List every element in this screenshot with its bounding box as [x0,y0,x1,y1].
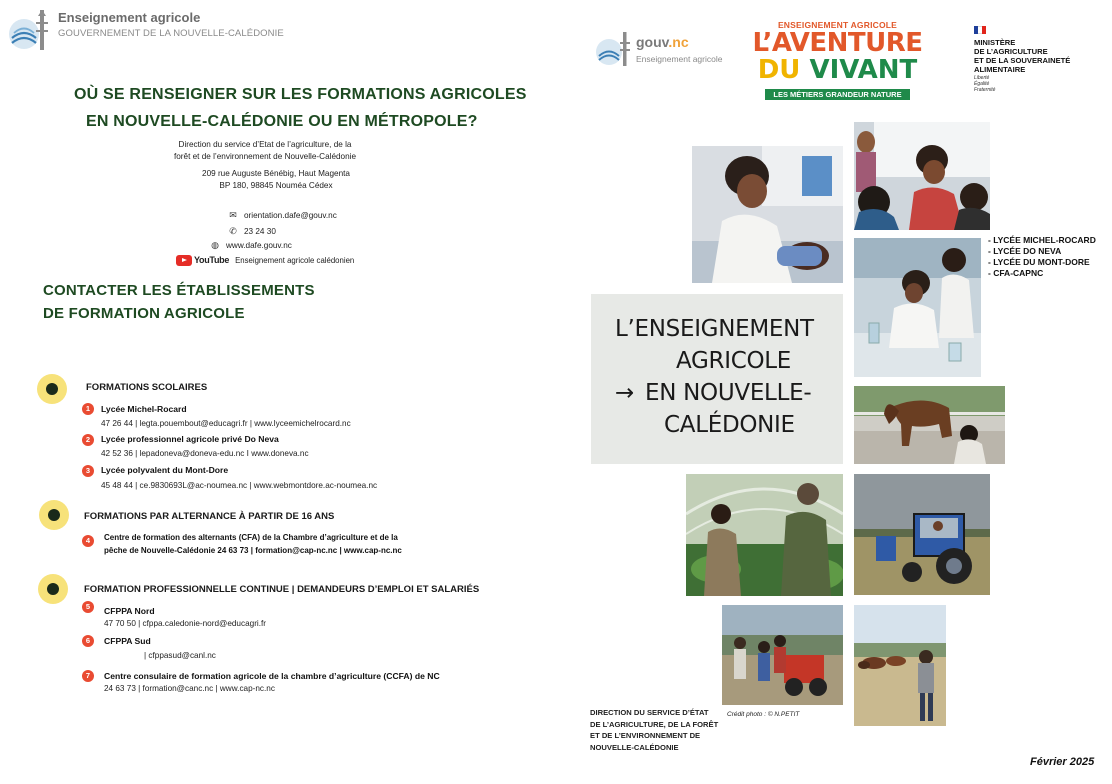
panel-line1: L’ENSEIGNEMENT [615,316,814,342]
photo-childcare [692,146,843,283]
phone-icon: ✆ [229,225,237,236]
direction-footer: DIRECTION DU SERVICE D’ÉTAT DE L’AGRICULTURE, DE LA FORÊT ET DE L’ENVIRONNEMENT DE NOUVELLE-CALÉDONIE [590,708,719,752]
establishment-6-name: CFPPA Sud [104,636,151,646]
schools-list-item: - CFA-CAPNC [988,268,1044,278]
youtube-logo [176,255,229,266]
establishment-5-name: CFPPA Nord [104,606,155,616]
photo-credit: Crédit photo : © N.PETIT [727,711,800,718]
enseignement-agricole-logo [6,4,284,56]
establishment-2-contact[interactable]: 42 52 36 | lepadoneva@doneva-edu.nc I www.doneva.nc [101,449,309,458]
address-line2: BP 180, 98845 Nouméa Cédex [219,181,333,190]
panel-line4: CALÉDONIE [664,412,795,438]
establishment-1-name: Lycée Michel-Rocard [101,404,187,414]
logo-title: Enseignement agricole [58,10,201,25]
number-badge-5: 5 [82,601,94,613]
aventure-line2: DU VIVANT [757,55,918,85]
number-badge-4: 4 [82,535,94,547]
photo-cattle [854,605,946,726]
number-badge-3: 3 [82,465,94,477]
establishment-6-contact[interactable]: | cfppasud@canl.nc [144,651,216,660]
publication-date: Février 2025 [1030,756,1095,768]
establishment-7-name: Centre consulaire de formation agricole de la chambre d’agriculture (CCFA) de NC [104,671,440,681]
envelope-icon: ✉ [229,209,237,220]
schools-list [988,235,1096,279]
youtube-channel: Enseignement agricole calédonien [235,255,355,265]
schools-list-item: - LYCÉE DU MONT-DORE [988,257,1090,267]
nc-emblem-icon [6,6,50,54]
contact-email[interactable] [226,208,337,222]
title-panel [591,294,843,464]
section-scolaires-title: FORMATIONS SCOLAIRES [86,382,208,393]
number-badge-6: 6 [82,635,94,647]
establishment-7-contact[interactable]: 24 63 73 | formation@canc.nc | www.cap-nc.nc [104,684,275,693]
panel-line2: AGRICOLE [676,348,792,374]
nc-emblem-icon [594,28,632,70]
section-bullet [37,374,67,404]
number-badge-1: 1 [82,403,94,415]
establishment-3-contact[interactable]: 45 48 44 | ce.9830693L@ac-noumea.nc | www.webmontdore.ac-noumea.nc [101,481,378,490]
section-bullet [39,500,69,530]
section-continue-title: FORMATION PROFESSIONNELLE CONTINUE | DEMANDEURS D’EMPLOI ET SALARIÉS [84,584,480,595]
ministere-motto: Liberté Égalité Fraternité [974,75,996,93]
photo-classroom [854,122,990,230]
establishment-4-contact[interactable]: pêche de Nouvelle-Calédonie 24 63 73 | formation@cap-nc.nc | www.cap-nc.nc [104,546,402,555]
globe-icon: ◍ [211,239,219,250]
email-text: orientation.dafe@gouv.nc [244,210,337,220]
contact-title-line2: DE FORMATION AGRICOLE [43,305,245,322]
section-bullet [38,574,68,604]
address-line1: 209 rue Auguste Bénébig, Haut Magenta [202,169,350,178]
ministere-logo [974,26,1104,96]
aventure-banner: LES MÉTIERS GRANDEUR NATURE [765,89,909,100]
arrow-right-icon: → [615,380,634,406]
contact-phone [226,224,276,238]
panel-line3: EN NOUVELLE- [645,380,812,406]
gouv-nc-logo [594,26,724,74]
org-name-line2: forêt et de l’environnement de Nouvelle-Calédonie [173,152,357,161]
number-badge-7: 7 [82,670,94,682]
establishment-5-contact[interactable]: 47 70 50 | cfppa.caledonie-nord@educagri.fr [104,619,267,628]
photo-greenhouse [686,474,843,596]
gouv-subtitle: Enseignement agricole [636,54,723,64]
photo-horse [854,386,1005,464]
establishment-4-name: Centre de formation des alternants (CFA) de la Chambre d’agriculture et de la [104,533,398,542]
contact-title-line1: CONTACTER LES ÉTABLISSEMENTS [43,282,315,299]
logo-subtitle: GOUVERNEMENT DE LA NOUVELLE-CALÉDONIE [58,28,284,39]
aventure-top: ENSEIGNEMENT AGRICOLE [777,20,898,30]
aventure-du-vivant-logo [749,20,926,104]
where-title-line2: EN NOUVELLE-CALÉDONIE OU EN MÉTROPOLE? [86,113,478,130]
ministere-name: MINISTÈRE DE L’AGRICULTURE ET DE LA SOUVERAINETÉ ALIMENTAIRE [974,38,1071,74]
french-flag-icon [974,26,986,34]
phone-text: 23 24 30 [244,226,276,236]
establishment-2-name: Lycée professionnel agricole privé Do Neva [101,434,279,444]
contact-website[interactable] [208,238,292,252]
org-name-line1: Direction du service d’Etat de l’agriculture, de la [178,140,352,149]
photo-workshop [722,605,843,705]
photo-laboratory [854,238,981,377]
contact-youtube[interactable] [176,253,354,267]
youtube-label: YouTube [194,255,230,265]
establishment-1-contact[interactable]: 47 26 44 | legta.pouembout@educagri.fr | www.lyceemichelrocard.nc [101,419,351,428]
aventure-line1: L’AVENTURE [752,28,923,58]
where-title-line1: OÙ SE RENSEIGNER SUR LES FORMATIONS AGRICOLES [74,86,527,103]
section-alternance-title: FORMATIONS PAR ALTERNANCE À PARTIR DE 16 ANS [84,511,335,522]
schools-list-item: - LYCÉE DO NEVA [988,246,1062,256]
youtube-play-icon [176,255,192,266]
schools-list-item: - LYCÉE MICHEL-ROCARD [988,235,1096,245]
number-badge-2: 2 [82,434,94,446]
photo-tractor [854,474,990,595]
gouv-title: gouv.nc [636,34,689,50]
establishment-3-name: Lycée polyvalent du Mont-Dore [101,465,229,475]
website-text: www.dafe.gouv.nc [226,240,292,250]
